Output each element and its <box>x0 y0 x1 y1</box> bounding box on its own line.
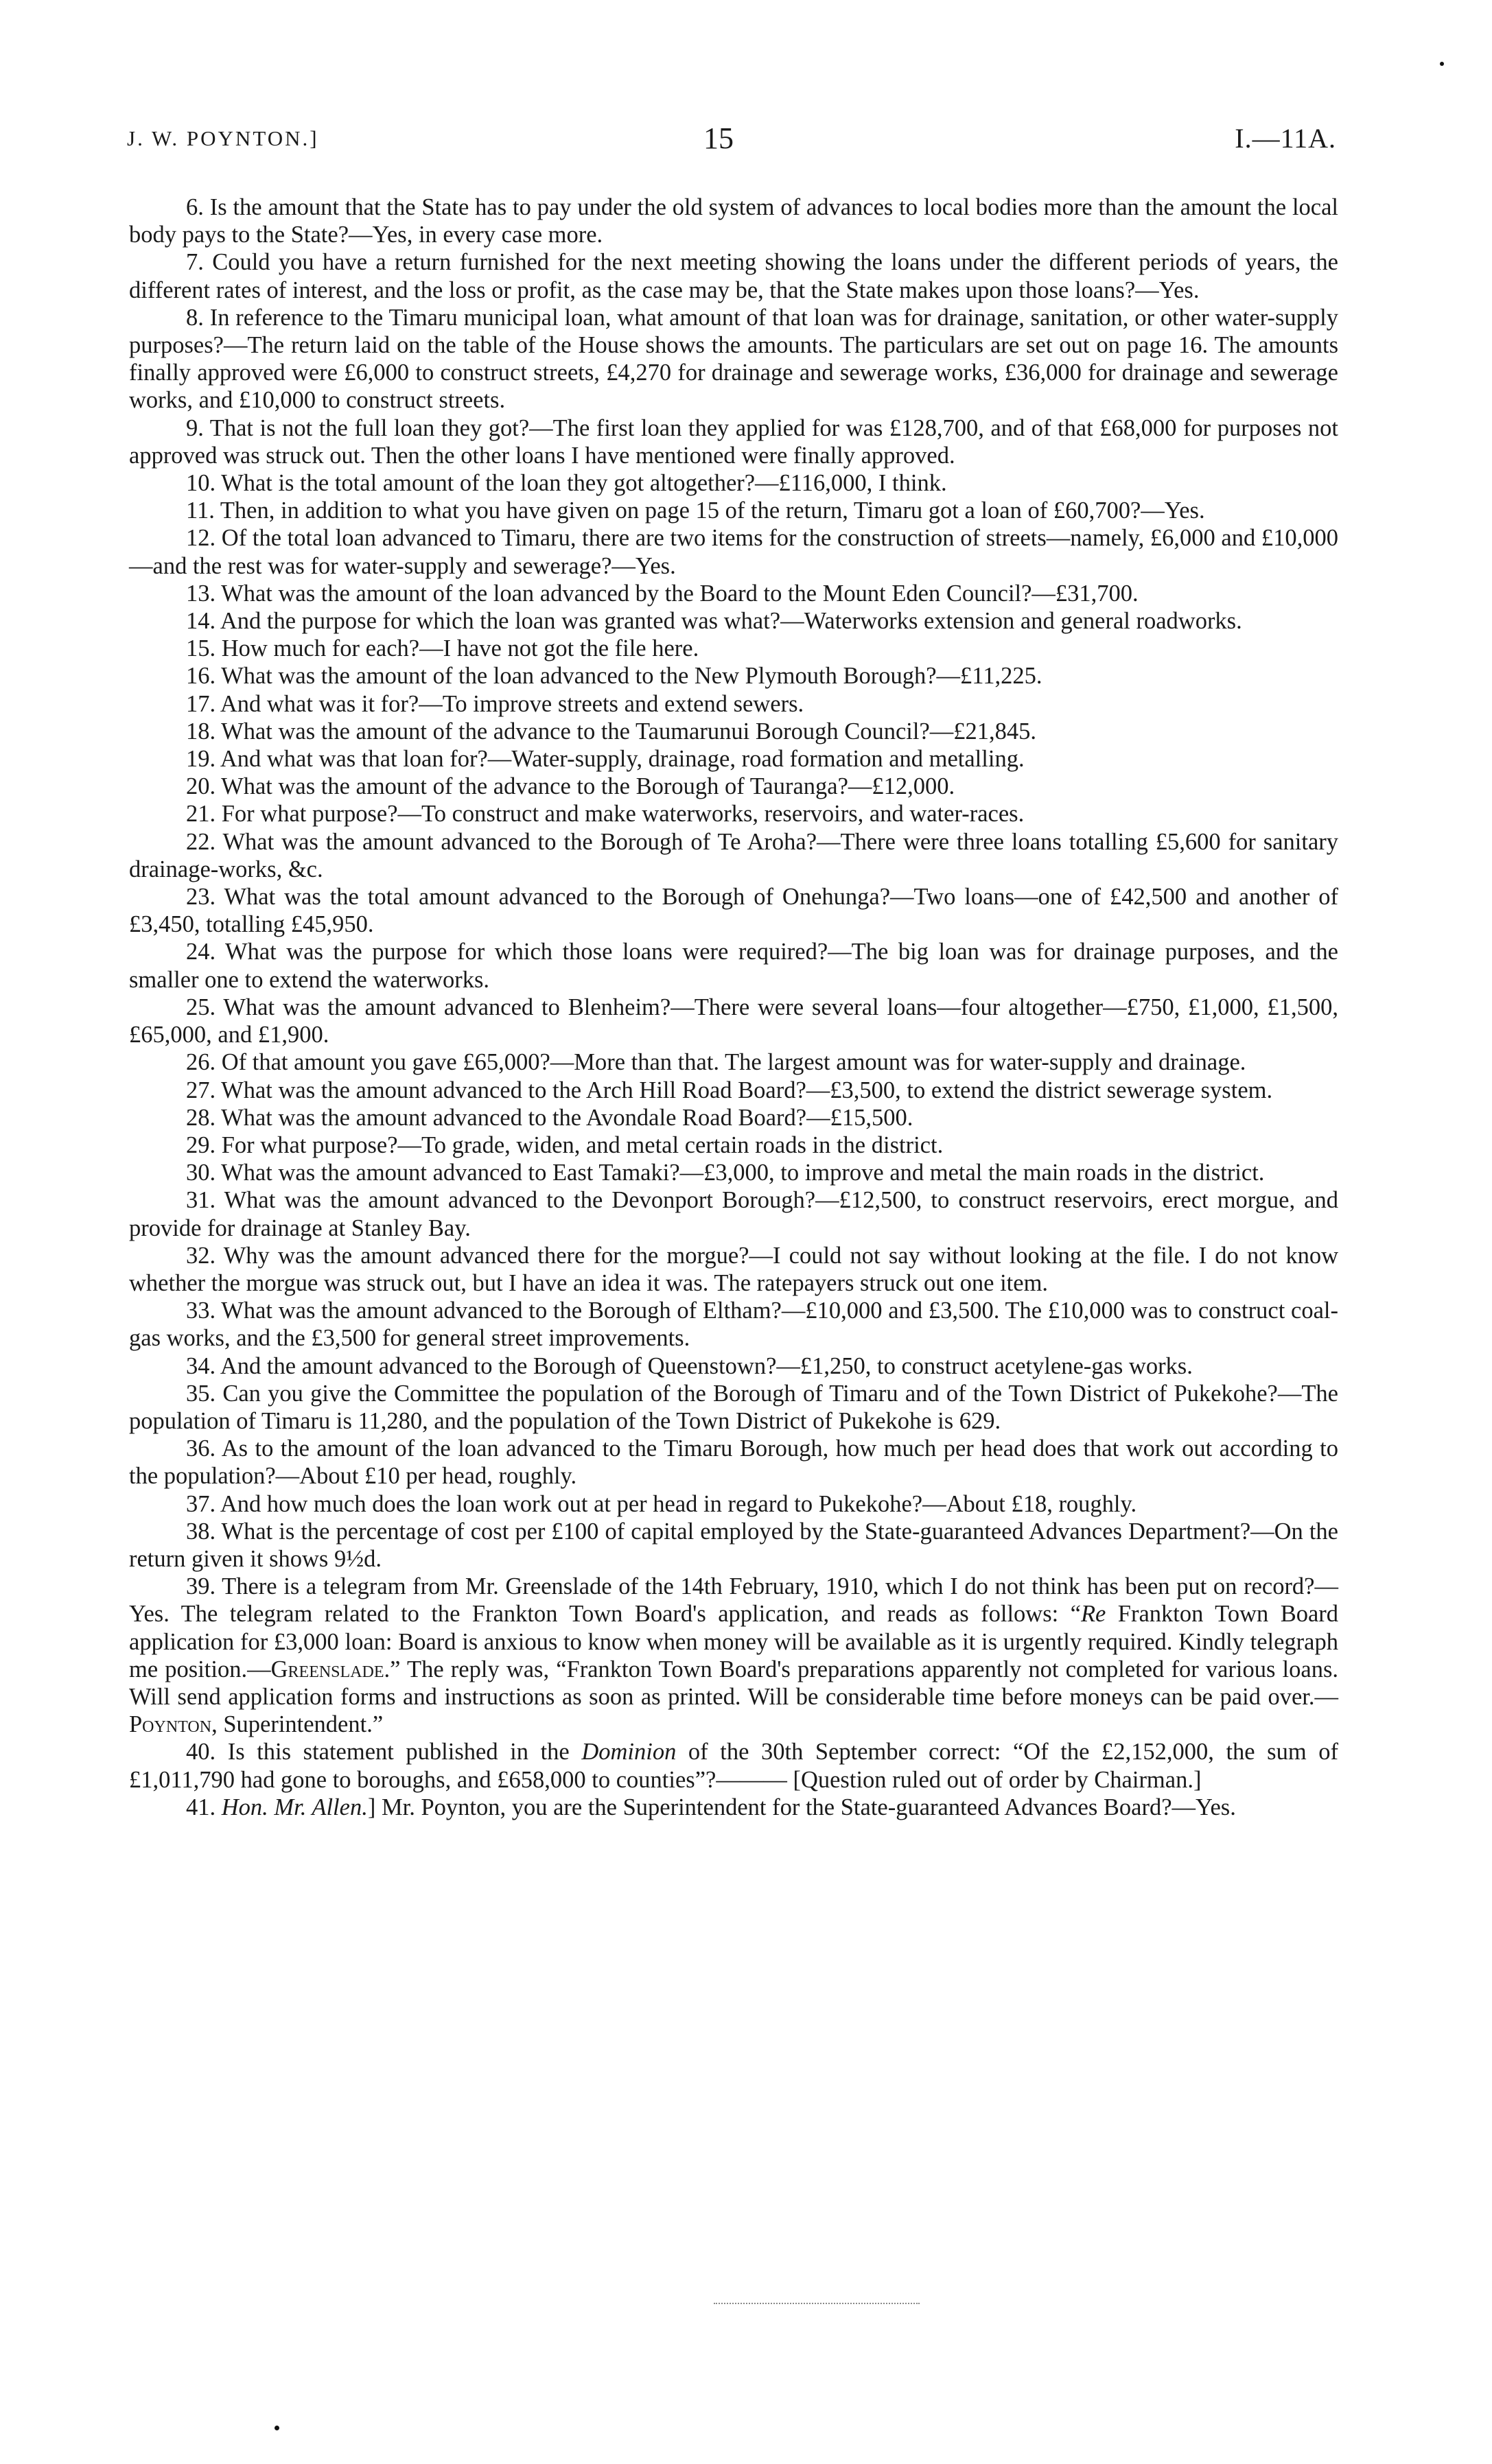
question-paragraph: 35. Can you give the Committee the population of the Borough of Timaru and of the Town District of Pukekohe?—The population of Timaru is 11,280, and the population of the Town District of Pukekohe is 629. <box>129 1380 1338 1434</box>
page-number: 15 <box>703 121 734 155</box>
newspaper-name: Dominion <box>581 1739 677 1765</box>
question-paragraph: 34. And the amount advanced to the Borough of Queenstown?—£1,250, to construct acetylene-gas works. <box>186 1352 1193 1379</box>
question-paragraph: 33. What was the amount advanced to the Borough of Eltham?—£10,000 and £3,500. The £10,000 was to construct coal-gas works, and the £3,500 for general street improvements. <box>129 1298 1338 1352</box>
question-paragraph: 24. What was the purpose for which those loans were required?—The big loan was for drainage purposes, and the smaller one to extend the waterworks. <box>129 939 1338 993</box>
question-paragraph: 19. And what was that loan for?—Water-supply, drainage, road formation and metalling. <box>186 746 1025 773</box>
question-paragraph: 21. For what purpose?—To construct and make waterworks, reservoirs, and water-races. <box>186 801 1025 828</box>
question-paragraph: 17. And what was it for?—To improve streets and extend sewers. <box>186 690 804 717</box>
question-paragraph: 30. What was the amount advanced to East Tamaki?—£3,000, to improve and metal the main roads in the district. <box>186 1160 1265 1186</box>
question-paragraph: 37. And how much does the loan work out at per head in regard to Pukekohe?—About £18, roughly. <box>186 1490 1137 1517</box>
print-speck <box>275 2426 279 2430</box>
question-paragraph: 32. Why was the amount advanced there for the morgue?—I could not say without looking at the file. I do not know whether the morgue was struck out, but I have an idea it was. The ratepayers struck out one item. <box>129 1242 1338 1296</box>
signature-poynton: Poynton <box>129 1711 212 1738</box>
question-paragraph: 11. Then, in addition to what you have given on page 15 of the return, Timaru got a loan of £60,700?—Yes. <box>186 497 1205 524</box>
question-paragraph: 6. Is the amount that the State has to pay under the old system of advances to local bodies more than the amount the local body pays to the State?—Yes, in every case more. <box>129 194 1338 248</box>
question-paragraph: 7. Could you have a return furnished for the next meeting showing the loans under the different periods of years, the different rates of interest, and the loss or profit, as the case may be, that the State makes upon those loans?—Yes. <box>129 249 1338 303</box>
question-paragraph: 10. What is the total amount of the loan they got altogether?—£116,000, I think. <box>186 470 947 497</box>
question-paragraph: 12. Of the total loan advanced to Timaru, there are two items for the construction of streets—namely, £6,000 and £10,000—and the rest was for water-supply and sewerage?—Yes. <box>129 525 1338 579</box>
question-paragraph: 22. What was the amount advanced to the Borough of Te Aroha?—There were three loans totalling £5,600 for sanitary drainage-works, &c. <box>129 828 1338 882</box>
question-39: 39. There is a telegram from Mr. Greenslade of the 14th February, 1910, which I do not think has been put on record?—Yes. The telegram related to the Frankton Town Board's application, and reads as follows: “Re Frankton Town Board application for £3,000 loan: Board is anxious to know when money will be available as it is urgently required. Kindly telegraph me position.—Greenslade.” The reply was, “Frankton Town Board's preparations apparently not completed for various loans. Will send application forms and instructions as soon as printed. Will be considerable time before moneys can be paid over.—Poynton, Superintendent.” <box>129 1573 1339 1738</box>
page-header <box>127 121 1336 169</box>
question-paragraph: 36. As to the amount of the loan advanced to the Timaru Borough, how much per head does that work out according to the population?—About £10 per head, roughly. <box>129 1435 1338 1490</box>
question-paragraph: 9. That is not the full loan they got?—The first loan they applied for was £128,700, and of that £68,000 for purposes not approved was struck out. Then the other loans I have mentioned were finally approved. <box>129 414 1338 469</box>
signature-greenslade: Greenslade <box>270 1656 384 1682</box>
question-paragraph: 18. What was the amount of the advance to the Taumarunui Borough Council?—£21,845. <box>186 718 1037 744</box>
question-paragraph: 26. Of that amount you gave £65,000?—More than that. The largest amount was for water-supply and drainage. <box>186 1049 1246 1076</box>
question-list <box>129 193 1338 1573</box>
evidence-text <box>129 193 1338 1821</box>
speaker-name: Hon. Mr. Allen. <box>221 1794 368 1820</box>
witness-name: J. W. POYNTON.] <box>127 126 319 150</box>
print-speck <box>1440 62 1444 66</box>
question-paragraph: 14. And the purpose for which the loan was granted was what?—Waterworks extension and general roadworks. <box>186 608 1242 635</box>
question-paragraph: 20. What was the amount of the advance to the Borough of Tauranga?—£12,000. <box>186 773 955 800</box>
question-paragraph: 13. What was the amount of the loan advanced by the Board to the Mount Eden Council?—£31,700. <box>186 580 1139 607</box>
question-paragraph: 38. What is the percentage of cost per £100 of capital employed by the State-guaranteed Advances Department?—On the return given it shows 9½d. <box>129 1518 1338 1572</box>
question-paragraph: 25. What was the amount advanced to Blenheim?—There were several loans—four altogether—£750, £1,000, £1,500, £65,000, and £1,900. <box>129 994 1338 1048</box>
question-paragraph: 23. What was the total amount advanced to the Borough of Onehunga?—Two loans—one of £42,500 and another of £3,450, totalling £45,950. <box>129 884 1338 938</box>
document-reference: I.—11A. <box>1235 123 1336 154</box>
question-paragraph: 8. In reference to the Timaru municipal loan, what amount of that loan was for drainage, sanitation, or other water-supply purposes?—The return laid on the table of the House shows the amounts. The particulars are set out on page 16. The amounts finally approved were £6,000 to construct streets, £4,270 for drainage and sewerage works, £36,000 for drainage and sewerage works, and £10,000 to construct streets. <box>129 304 1338 414</box>
question-41: 41. Hon. Mr. Allen.] Mr. Poynton, you are the Superintendent for the State-guaranteed Advances Board?—Yes. <box>186 1794 1236 1820</box>
question-paragraph: 27. What was the amount advanced to the Arch Hill Road Board?—£3,500, to extend the district sewerage system. <box>186 1077 1273 1103</box>
question-paragraph: 16. What was the amount of the loan advanced to the New Plymouth Borough?—£11,225. <box>186 663 1042 690</box>
end-rule <box>714 2303 920 2304</box>
question-paragraph: 29. For what purpose?—To grade, widen, and metal certain roads in the district. <box>186 1131 944 1158</box>
question-paragraph: 31. What was the amount advanced to the Devonport Borough?—£12,500, to construct reservoirs, erect morgue, and provide for drainage at Stanley Bay. <box>129 1187 1338 1241</box>
question-paragraph: 15. How much for each?—I have not got the file here. <box>186 635 699 662</box>
question-paragraph: 28. What was the amount advanced to the Avondale Road Board?—£15,500. <box>186 1104 913 1131</box>
question-40: 40. Is this statement published in the Dominion of the 30th September correct: “Of the £2,152,000, the sum of £1,011,790 had gone to boroughs, and £658,000 to counties”?——— [Question ruled out of order by Chairman.] <box>129 1739 1339 1793</box>
